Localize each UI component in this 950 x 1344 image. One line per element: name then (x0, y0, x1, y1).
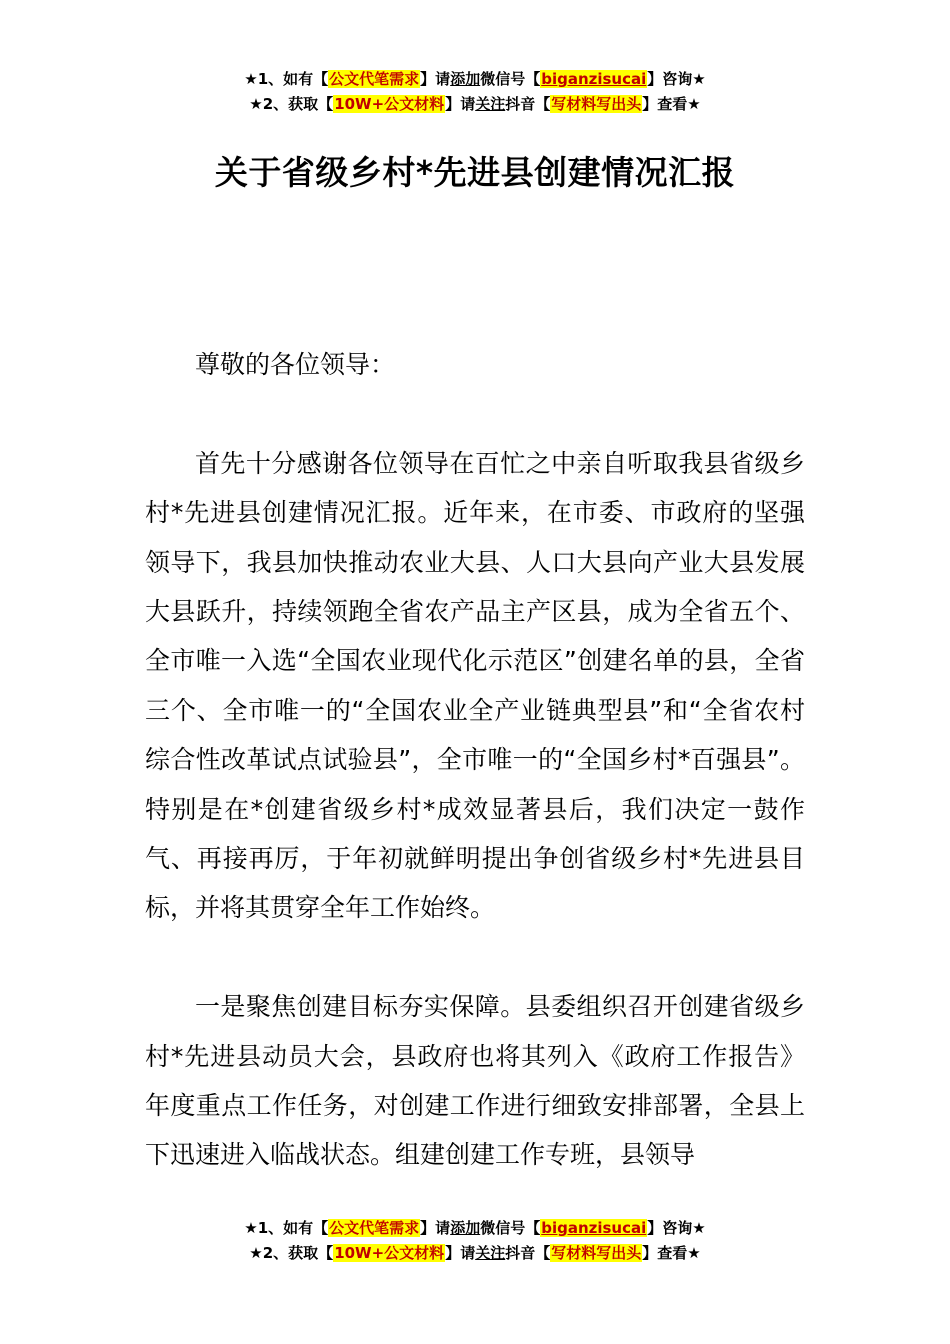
highlight-douyin: 写材料写出头 (551, 95, 642, 113)
highlight-materials: 10W+公文材料 (334, 1244, 445, 1262)
header-banner (0, 67, 950, 117)
banner-line-2: ★2、获取【10W+公文材料】请关注抖音【写材料写出头】查看★ (249, 95, 701, 113)
banner-line-1: ★1、如有【公文代笔需求】请添加微信号【biganzisucai】咨询★ (244, 70, 706, 88)
paragraph: 首先十分感谢各位领导在百忙之中亲自听取我县省级乡村*先进县创建情况汇报。近年来，在市委、市政府的坚强领导下，我县加快推动农业大县、人口大县向产业大县发展大县跃升，持续领跑全省农产品主产区县，成为全省五个、全市唯一入选“全国农业现代化示范区”创建名单的县，全省三个、全市唯一的“全国农业全产业链典型县”和“全省农村综合性改革试点试验县”，全市唯一的“全国乡村*百强县”。特别是在*创建省级乡村*成效显著县后，我们决定一鼓作气、再接再厉，于年初就鲜明提出争创省级乡村*先进县目标，并将其贯穿全年工作始终。 (145, 448, 805, 923)
banner-line-1: ★1、如有【公文代笔需求】请添加微信号【biganzisucai】咨询★ (244, 1219, 706, 1237)
document-body (145, 340, 805, 1180)
highlight-douyin: 写材料写出头 (551, 1244, 642, 1262)
document-title: 关于省级乡村*先进县创建情况汇报 (214, 153, 736, 192)
greeting: 尊敬的各位领导： (195, 350, 396, 379)
paragraph: 一是聚焦创建目标夯实保障。县委组织召开创建省级乡村*先进县动员大会，县政府也将其列入《政府工作报告》年度重点工作任务，对创建工作进行细致安排部署，全县上下迅速进入临战状态。组建创建工作专班，县领导 (145, 992, 805, 1170)
highlight-materials: 10W+公文材料 (334, 95, 445, 113)
footer-banner (0, 1216, 950, 1266)
highlight-ghostwriting: 公文代笔需求 (329, 70, 420, 88)
banner-line-2: ★2、获取【10W+公文材料】请关注抖音【写材料写出头】查看★ (249, 1244, 701, 1262)
highlight-ghostwriting: 公文代笔需求 (329, 1219, 420, 1237)
highlight-wechat-id: biganzisucai (541, 1219, 647, 1237)
highlight-wechat-id: biganzisucai (541, 70, 647, 88)
